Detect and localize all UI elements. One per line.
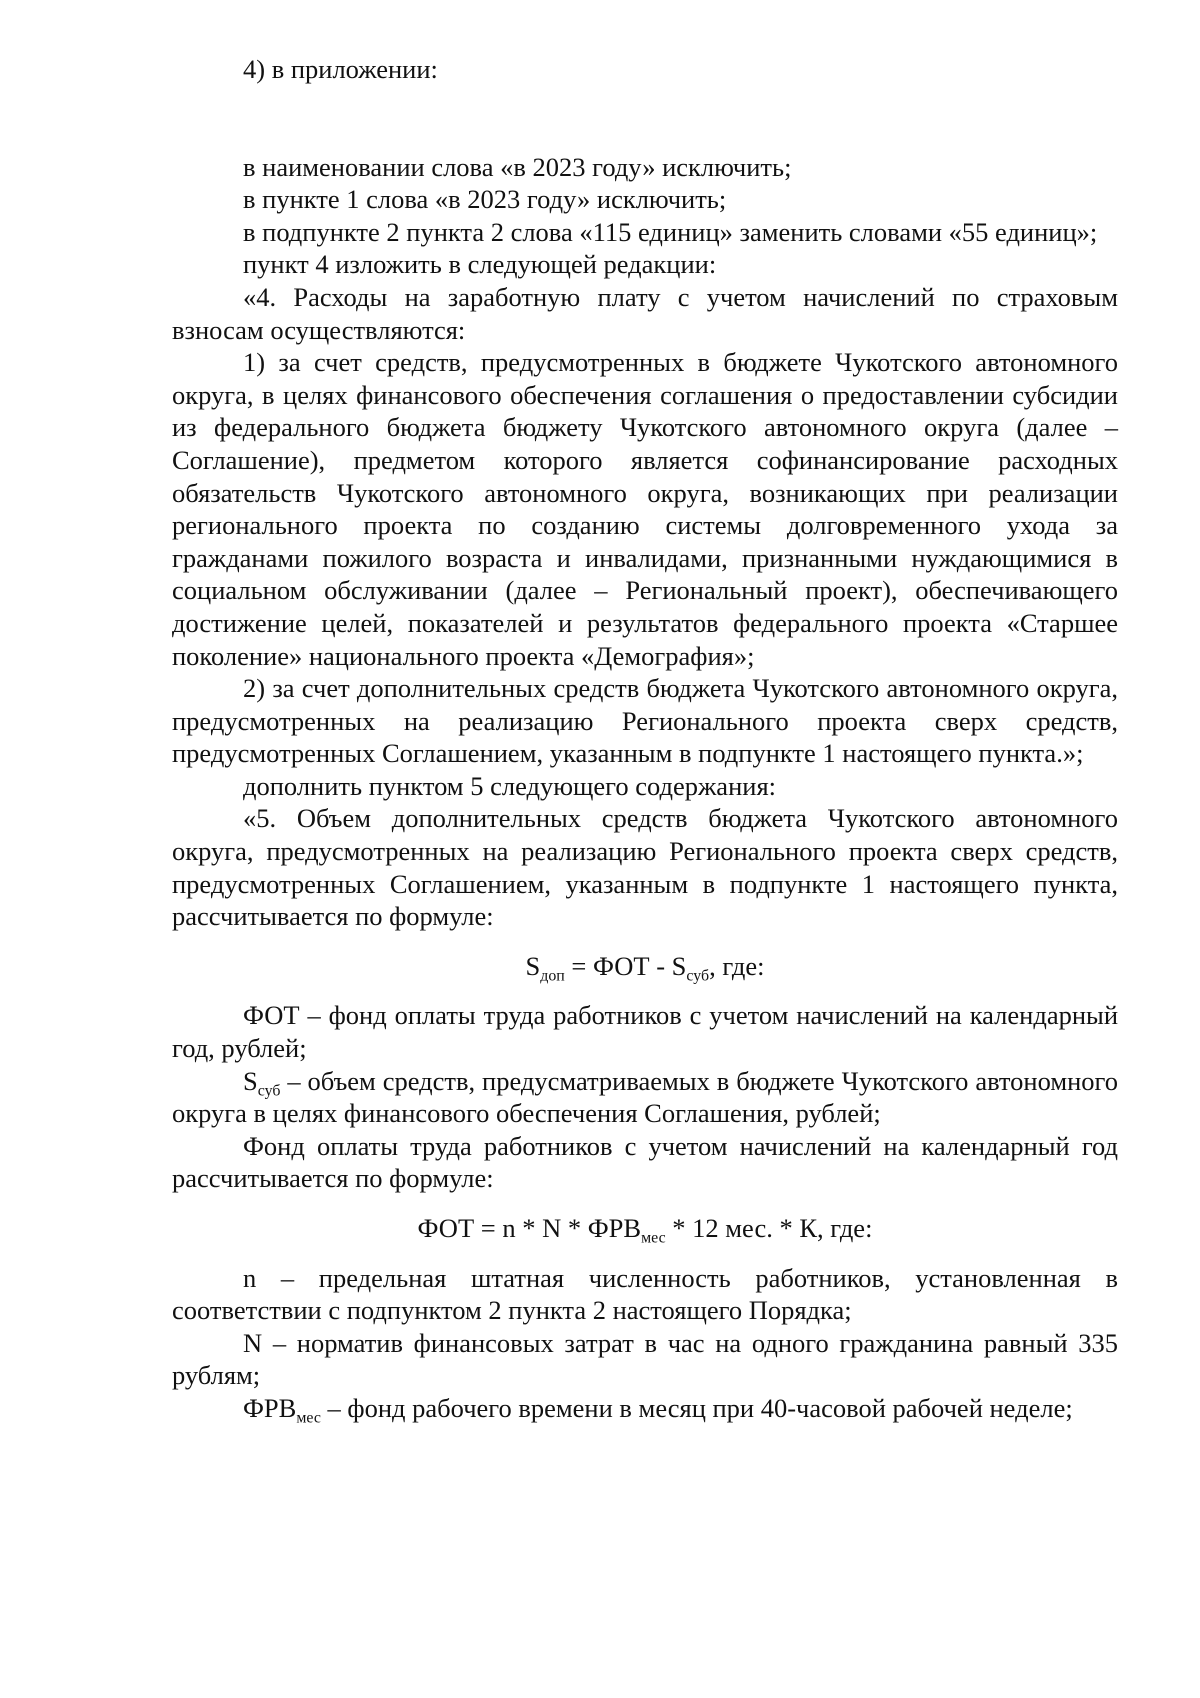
formula-subscript: суб	[686, 967, 710, 985]
formula-tail: , где:	[709, 950, 765, 981]
spacer	[172, 933, 1118, 950]
document-page	[172, 53, 1118, 1425]
definition-subscript: мес	[296, 1409, 321, 1427]
definition-fot: ФОТ – фонд оплаты труда работников с учетом начислений на календарный год, рублей;	[172, 1000, 1118, 1064]
formula-symbol: S	[671, 950, 687, 981]
definition-frv	[172, 1392, 1118, 1425]
definition-fund-intro: Фонд оплаты труда работников с учетом начислений на календарный год рассчитывается по формуле:	[172, 1130, 1118, 1194]
clause-5-text: «5. Объем дополнительных средств бюджета Чукотского автономного округа, предусмотренных на реализацию Регионального проекта сверх средств, предусмотренных Соглашением, указанным в подпункте 1 настоящего пункта, рассчитывается по формуле:	[172, 803, 1118, 932]
formula-additional-funds	[172, 950, 1118, 983]
spacer	[172, 982, 1118, 999]
amendment-item-4: пункт 4 изложить в следующей редакции:	[243, 249, 717, 280]
formula-operator: = ФОТ -	[564, 950, 672, 981]
amendment-item-2: в пункте 1 слова «в 2023 году» исключить;	[243, 184, 727, 215]
amendment-item-3: в подпункте 2 пункта 2 слова «115 единиц» заменить словами «55 единиц»;	[243, 216, 1098, 247]
definition-symbol: S	[243, 1065, 258, 1096]
definition-text: – объем средств, предусматриваемых в бюджете Чукотского автономного округа в целях финансового обеспечения Соглашения, рублей;	[172, 1065, 1118, 1129]
formula-head: ФОТ = n * N * ФРВ	[417, 1213, 642, 1243]
definition-text: – фонд рабочего времени в месяц при 40-часовой рабочей неделе;	[320, 1392, 1073, 1423]
definition-subscript: суб	[257, 1082, 281, 1100]
definition-symbol: ФРВ	[243, 1392, 297, 1423]
clause-4-heading: «4. Расходы на заработную плату с учетом начислений по страховым взносам осуществляются:	[172, 281, 1118, 345]
definition-n-lower: n – предельная штатная численность работников, установленная в соответствии с подпунктом 2 пункта 2 настоящего Порядка;	[172, 1262, 1118, 1326]
definition-ssub	[172, 1065, 1118, 1130]
section-intro: 4) в приложении:	[243, 54, 438, 84]
clause-4-subitem-2: 2) за счет дополнительных средств бюджета Чукотского автономного округа, предусмотренных на реализацию Регионального проекта сверх средств, предусмотренных Соглашением, указанным в подпункте 1 настоящего пункта.»;	[172, 673, 1118, 769]
amendment-item-1: в наименовании слова «в 2023 году» исключить;	[243, 151, 792, 182]
clause-4-subitem-1: 1) за счет средств, предусмотренных в бюджете Чукотского автономного округа, в целях финансового обеспечения соглашения о предоставлении субсидии из федерального бюджета бюджету Чукотского автономного округа (далее – Соглашение), предметом которого является софинансирование расходных обязательств Чукотского автономного округа, возникающих при реализации регионального проекта по созданию системы долговременного ухода за гражданами пожилого возраста и инвалидами, признанными нуждающимися в социальном обслуживании (далее – Региональный проект), обеспечивающего достижение целей, показателей и результатов федерального проекта «Старшее поколение» национального проекта «Демография»;	[172, 347, 1118, 671]
spacer	[172, 86, 1118, 151]
spacer	[172, 1195, 1118, 1212]
formula-subscript: мес	[641, 1229, 666, 1247]
formula-subscript: доп	[540, 967, 565, 985]
amendment-item-5: дополнить пунктом 5 следующего содержания:	[243, 770, 776, 801]
formula-tail: * 12 мес. * К, где:	[665, 1213, 873, 1243]
definition-n-upper: N – норматив финансовых затрат в час на одного гражданина равный 335 рублям;	[172, 1327, 1118, 1391]
formula-symbol: S	[525, 950, 541, 981]
formula-payroll-fund	[172, 1212, 1118, 1245]
spacer	[172, 1245, 1118, 1262]
